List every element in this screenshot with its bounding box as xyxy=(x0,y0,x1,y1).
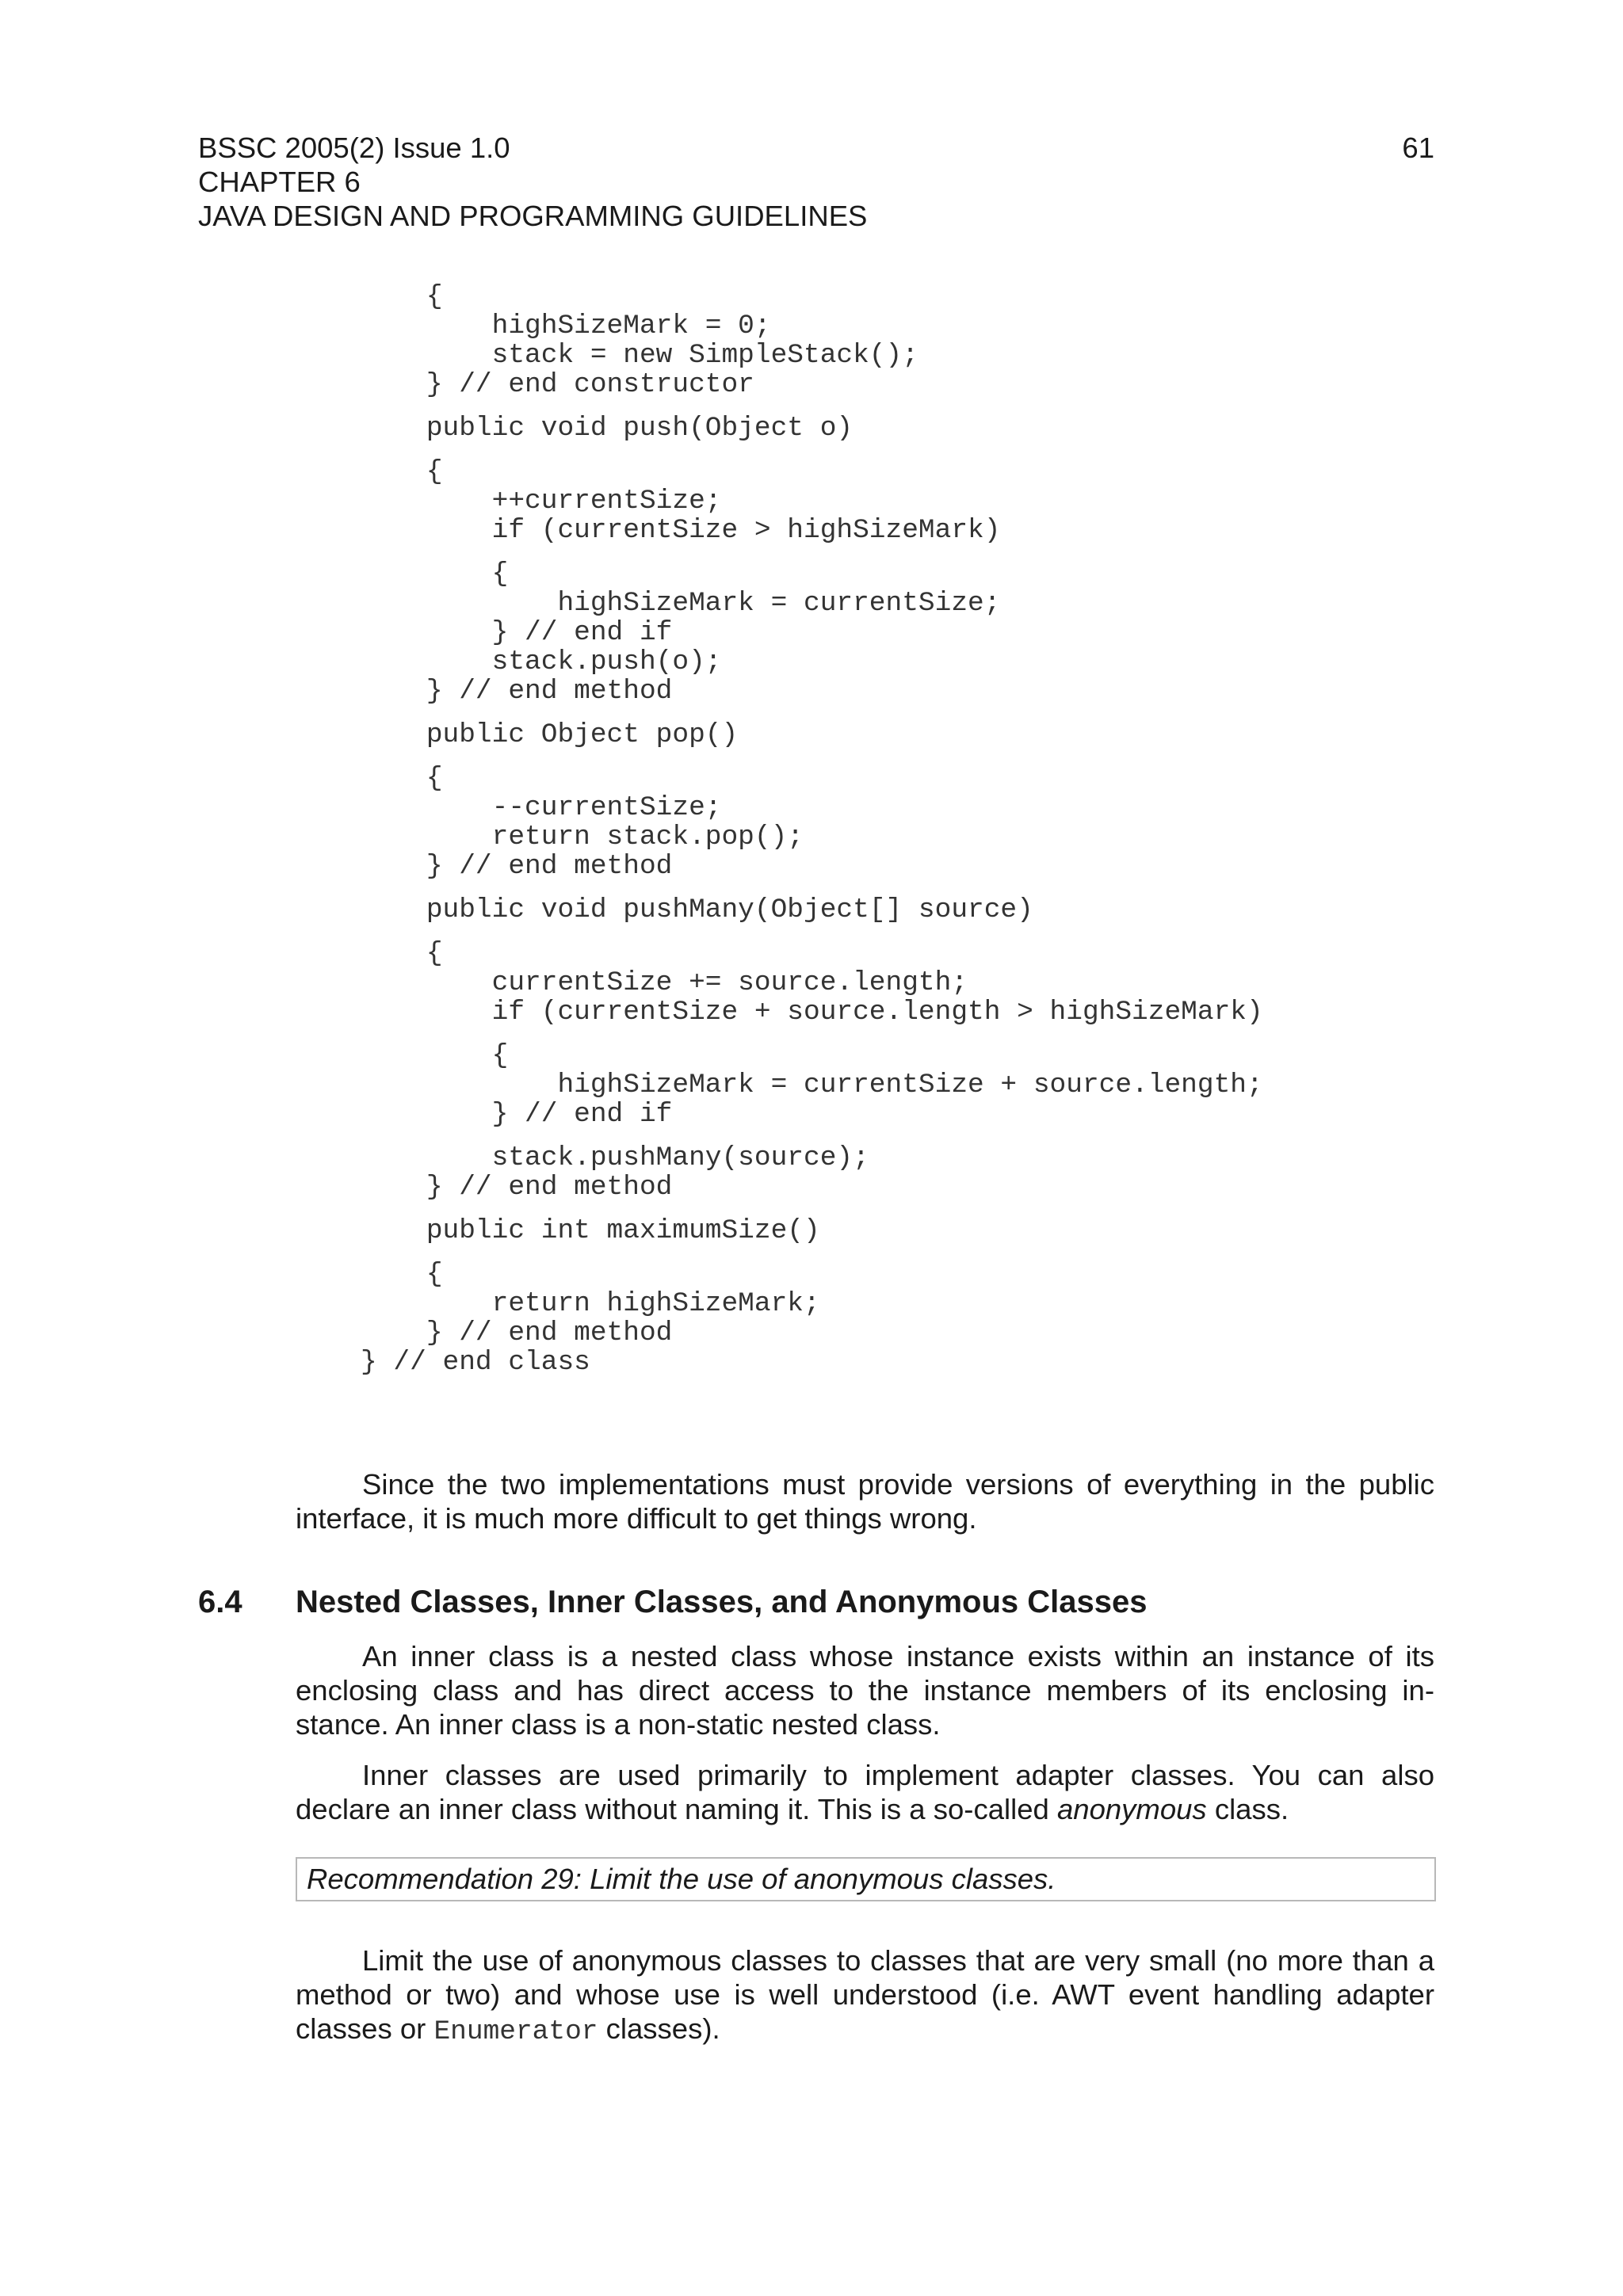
code-line: { xyxy=(361,281,443,312)
code-line xyxy=(361,443,1263,457)
code-line: stack = new SimpleStack(); xyxy=(361,340,918,371)
paragraph-limit-anonymous xyxy=(296,1943,1434,2049)
code-line: return stack.pop(); xyxy=(361,822,804,852)
enumerator-code: Enumerator xyxy=(433,2016,598,2047)
code-line: highSizeMark = currentSize; xyxy=(361,588,1001,619)
code-line: highSizeMark = currentSize + source.length; xyxy=(361,1070,1263,1100)
code-line: } // end constructor xyxy=(361,369,754,400)
anonymous-emphasis: anonymous xyxy=(1056,1793,1207,1825)
code-line: public void push(Object o) xyxy=(361,413,854,444)
code-line: --currentSize; xyxy=(361,792,722,823)
code-line: } // end method xyxy=(361,1318,673,1348)
paragraph-adapter-classes xyxy=(296,1758,1434,1826)
code-line: public int maximumSize() xyxy=(361,1215,820,1246)
code-line: public Object pop() xyxy=(361,719,739,750)
code-line: stack.pushMany(source); xyxy=(361,1142,869,1173)
paragraph-implementations: Since the two implementations must provide versions of everything in the public interface, it is much more difficult to get things wrong. xyxy=(296,1468,1434,1535)
code-line xyxy=(361,399,1263,414)
code-line: if (currentSize + source.length > highSizeMark) xyxy=(361,997,1263,1028)
chapter-label: CHAPTER 6 xyxy=(198,166,361,198)
code-line: } // end method xyxy=(361,1172,673,1203)
limit-text-end: classes). xyxy=(598,2012,720,2045)
recommendation-text: Recommendation 29: Limit the use of anonymous classes. xyxy=(307,1863,1056,1895)
code-line xyxy=(361,545,1263,559)
section-heading xyxy=(198,1583,1434,1621)
paragraph-inner-class: An inner class is a nested class whose instance exists within an instance of its enclosing class and has direct access to the instance members of its enclosing in-stance. An inner class is a non-static nested class. xyxy=(296,1640,1434,1741)
code-line: } // end method xyxy=(361,851,673,882)
code-line: highSizeMark = 0; xyxy=(361,311,771,341)
code-line: { xyxy=(361,1259,443,1290)
code-line: { xyxy=(361,763,443,794)
code-line xyxy=(361,1129,1263,1143)
code-line: { xyxy=(361,456,443,487)
adapter-text-start: Inner classes are used primarily to implement adapter classes. You can also declare an inner class without naming it. This is a so-called xyxy=(296,1759,1434,1825)
code-line: currentSize += source.length; xyxy=(361,967,968,998)
code-line xyxy=(361,1245,1263,1260)
code-line xyxy=(361,1202,1263,1216)
limit-text-start: Limit the use of anonymous classes to classes that are very small (no more than a method or two) and whose use is well understood (i.e. AWT event handling adapter classes or xyxy=(296,1944,1434,2045)
code-line xyxy=(361,881,1263,895)
code-line: } // end if xyxy=(361,617,673,648)
section-number: 6.4 xyxy=(198,1585,242,1619)
chapter-title: JAVA DESIGN AND PROGRAMMING GUIDELINES xyxy=(198,200,868,232)
code-line: } // end if xyxy=(361,1099,673,1130)
code-listing xyxy=(361,282,1263,1377)
code-line: { xyxy=(361,1040,509,1071)
code-line xyxy=(361,706,1263,720)
code-line: ++currentSize; xyxy=(361,486,722,517)
code-line xyxy=(361,925,1263,939)
code-line: if (currentSize > highSizeMark) xyxy=(361,515,1001,546)
code-line: stack.push(o); xyxy=(361,646,722,677)
code-line: public void pushMany(Object[] source) xyxy=(361,894,1033,925)
recommendation-box xyxy=(296,1857,1436,1901)
code-line: } // end method xyxy=(361,676,673,707)
page-number: 61 xyxy=(1402,132,1434,164)
code-line: } // end class xyxy=(361,1347,590,1378)
code-line xyxy=(361,749,1263,764)
code-line: return highSizeMark; xyxy=(361,1288,820,1319)
code-line xyxy=(361,1027,1263,1041)
adapter-text-end: class. xyxy=(1206,1793,1289,1825)
page-header xyxy=(198,131,1434,233)
code-line: { xyxy=(361,559,509,589)
document-id: BSSC 2005(2) Issue 1.0 xyxy=(198,132,510,164)
section-title: Nested Classes, Inner Classes, and Anonymous Classes xyxy=(296,1585,1148,1619)
code-line: { xyxy=(361,938,443,969)
